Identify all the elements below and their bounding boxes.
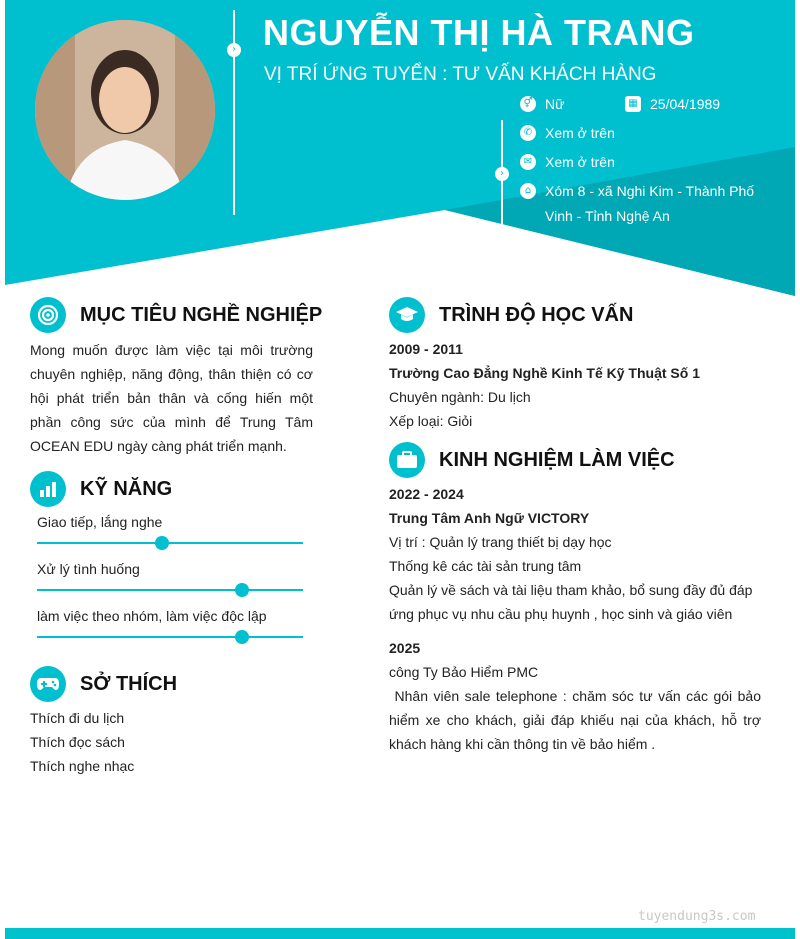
skill-level-knob [235, 583, 249, 597]
gender-value: Nữ [545, 96, 565, 112]
objective-text: Mong muốn được làm việc tại môi trường chuyên nghiệp, năng động, thân thiện có cơ hội phát triển bản thân và cống hiến một phần công sức của mình để Trung Tâm OCEAN EDU ngày càng phát triển mạnh. [30, 342, 313, 454]
job-duty: Thống kê các tài sản trung tâm [389, 558, 582, 574]
skill-bar [37, 542, 303, 544]
objective-heading [30, 297, 322, 333]
hobby-item: Thích đi du lịch [30, 710, 125, 726]
skill-level-knob [235, 630, 249, 644]
phone-info [520, 120, 720, 146]
candidate-name: NGUYỄN THỊ HÀ TRANG [263, 12, 695, 53]
job-duty: Quản lý về sách và tài liệu tham khảo, bổ sung đầy đủ đáp ứng phục vụ nhu cầu phụ huynh , học sinh và giáo viên [389, 582, 753, 622]
bar-chart-icon [30, 471, 66, 507]
birthday-value: 25/04/1989 [650, 96, 721, 112]
skill-level-knob [155, 536, 169, 550]
chevron-right-icon: › [495, 167, 509, 181]
address-line-1: Xóm 8 - xã Nghi Kim - Thành Phố [545, 183, 755, 199]
skill-label: làm việc theo nhóm, làm việc độc lập [37, 608, 267, 624]
home-icon: ⌂ [520, 183, 536, 199]
gamepad-icon [30, 666, 66, 702]
education-period: 2009 - 2011 [389, 341, 463, 357]
job-role: Vị trí : Quản lý trang thiết bị dạy học [389, 534, 612, 550]
calendar-icon: ▦ [625, 96, 641, 112]
job-period: 2025 [389, 640, 421, 656]
education-title: TRÌNH ĐỘ HỌC VẤN [439, 303, 634, 326]
email-info [520, 149, 720, 175]
hobby-item: Thích nghe nhạc [30, 758, 135, 774]
phone-value: Xem ở trên [545, 125, 615, 141]
gender-icon: ⚥ [520, 96, 536, 112]
education-school: Trường Cao Đẳng Nghề Kinh Tế Kỹ Thuật Số 1 [389, 365, 700, 381]
skills-heading [30, 471, 172, 507]
skill-label: Xử lý tình huống [37, 561, 140, 577]
education-major: Chuyên ngành: Du lịch [389, 389, 531, 405]
briefcase-icon [389, 442, 425, 478]
experience-title: KINH NGHIỆM LÀM VIỆC [439, 448, 675, 471]
phone-icon: ✆ [520, 125, 536, 141]
footer-bar [5, 928, 795, 939]
skill-bar [37, 589, 303, 591]
hobbies-title: SỞ THÍCH [80, 672, 178, 695]
skill-bar [37, 636, 303, 638]
job-duty: Nhân viên sale telephone : chăm sóc tư vấn các gói bảo hiểm xe cho khách, giải đáp khiếu nại của khách, hỗ trợ khách hàng khi cần thông tin về bảo hiểm . [389, 688, 765, 752]
header-divider [233, 10, 235, 215]
address-line-2: Vinh - Tỉnh Nghệ An [545, 208, 670, 224]
target-icon [30, 297, 66, 333]
hobby-item: Thích đọc sách [30, 734, 125, 750]
email-value: Xem ở trên [545, 154, 615, 170]
education-grade: Xếp loại: Giỏi [389, 413, 473, 429]
skill-label: Giao tiếp, lắng nghe [37, 514, 163, 530]
education-heading [389, 297, 633, 333]
birthday-info [625, 91, 745, 117]
job-company: công Ty Bảo Hiểm PMC [389, 664, 539, 680]
job-period: 2022 - 2024 [389, 486, 464, 502]
hobbies-heading [30, 666, 177, 702]
applied-position: VỊ TRÍ ỨNG TUYỂN : TƯ VẤN KHÁCH HÀNG [264, 64, 657, 85]
objective-title: MỤC TIÊU NGHỀ NGHIỆP [80, 303, 323, 326]
experience-heading [389, 442, 675, 478]
mail-icon: ✉ [520, 154, 536, 170]
chevron-right-icon: › [227, 43, 241, 57]
address-info [520, 178, 780, 230]
graduation-cap-icon [389, 297, 425, 333]
watermark: tuyendung3s.com [638, 909, 756, 924]
avatar [35, 20, 215, 200]
job-company: Trung Tâm Anh Ngữ VICTORY [389, 510, 590, 526]
skills-title: KỸ NĂNG [80, 477, 173, 500]
gender-info [520, 91, 630, 117]
